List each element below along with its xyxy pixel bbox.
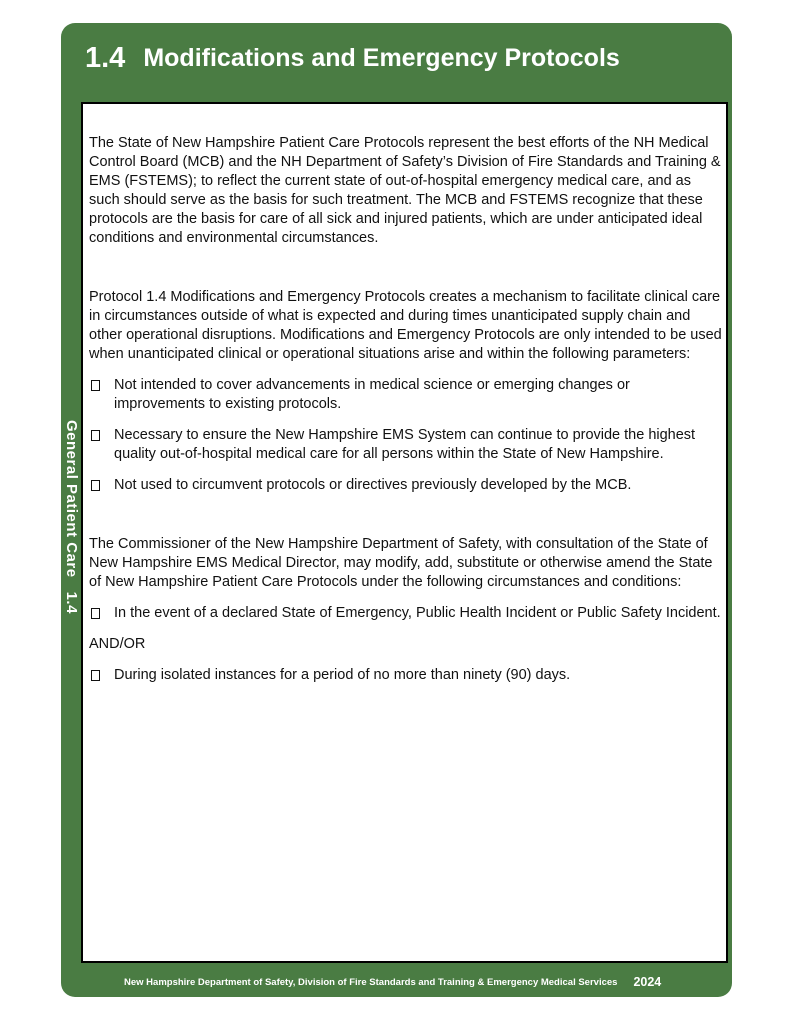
body-text xyxy=(89,134,723,697)
commissioner-paragraph: The Commissioner of the New Hampshire Department of Safety, with consultation of the State of New Hampshire EMS Medical Director, may modify, add, substitute or otherwise amend the State of New Hampshire Patient Care Protocols under the following circumstances and conditions: xyxy=(89,536,713,590)
intro-paragraph: The State of New Hampshire Patient Care Protocols represent the best efforts of the NH Medical Control Board (MCB) and the NH Department of Safety’s Division of Fire Standards and Training & EMS (FSTEMS); to reflect the current state of out-of-hospital emergency medical care, and as such should serve as the basis for such treatment. The MCB and FSTEMS recognize that these protocols are the basis for care of all sick and injured patients, which are under anticipated ideal conditions and environmental circumstances. xyxy=(89,135,721,246)
checkbox-bullet-icon xyxy=(91,670,100,681)
list-item-text: Not used to circumvent protocols or directives previously developed by the MCB. xyxy=(114,477,632,493)
checkbox-bullet-icon xyxy=(91,380,100,391)
list-item-text: During isolated instances for a period of no more than ninety (90) days. xyxy=(114,667,571,683)
list-item-text: In the event of a declared State of Emergency, Public Health Incident or Public Safety Incident. xyxy=(114,605,721,621)
list-item xyxy=(89,604,723,623)
purpose-paragraph: Protocol 1.4 Modifications and Emergency Protocols creates a mechanism to facilitate clinical care in circumstances outside of what is expected and during times unanticipated supply chain and other operational disruptions. Modifications and Emergency Protocols are only intended to be used when unanticipated clinical or operational situations arise and within the following parameters: xyxy=(89,289,722,362)
page-footer xyxy=(61,967,732,997)
content-panel xyxy=(81,102,728,963)
list-item xyxy=(89,376,723,414)
and-or-connector: AND/OR xyxy=(89,636,146,652)
list-item-text: Necessary to ensure the New Hampshire EMS System can continue to provide the highest quality out-of-hospital medical care for all persons within the State of New Hampshire. xyxy=(114,427,696,462)
checkbox-bullet-icon xyxy=(91,608,100,619)
footer-text: New Hampshire Department of Safety, Division of Fire Standards and Training & Emergency Medical Services xyxy=(124,976,618,988)
footer-year: 2024 xyxy=(633,975,662,989)
sidebar-section-label: General Patient Care 1.4 xyxy=(63,420,80,614)
page-title: Modifications and Emergency Protocols xyxy=(143,43,620,72)
list-item-text: Not intended to cover advancements in medical science or emerging changes or improvements to existing protocols. xyxy=(114,377,630,412)
page-header xyxy=(61,23,732,93)
checkbox-bullet-icon xyxy=(91,430,100,441)
list-item xyxy=(89,666,723,685)
checkbox-bullet-icon xyxy=(91,480,100,491)
section-number: 1.4 xyxy=(85,41,126,74)
list-item xyxy=(89,426,723,464)
list-item xyxy=(89,476,723,495)
